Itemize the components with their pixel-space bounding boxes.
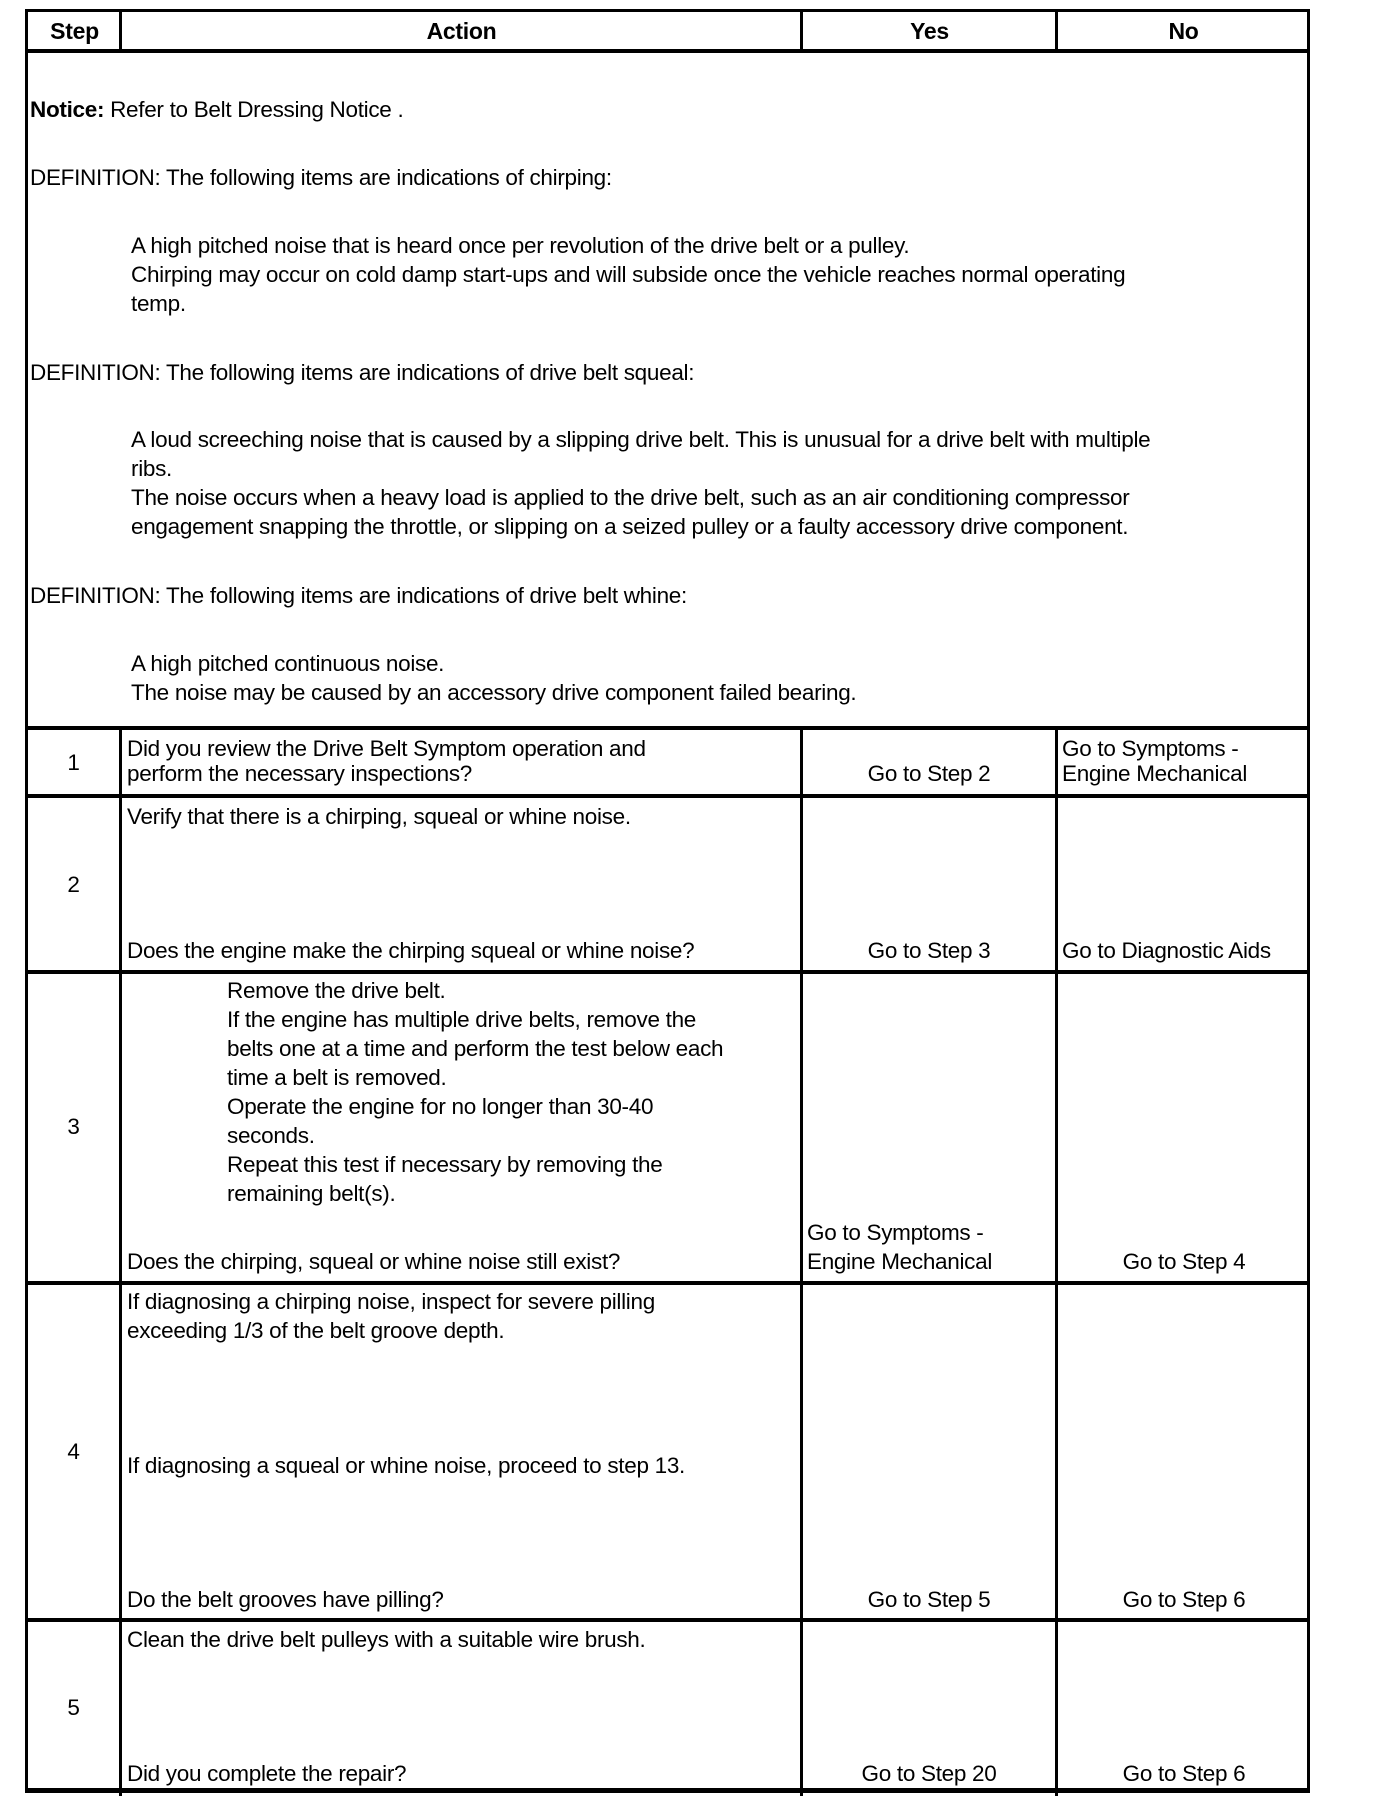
definition-item: The noise may be caused by an accessory drive component failed bearing. [131,680,857,705]
step-number: 4 [67,1439,80,1464]
notice [30,95,403,124]
divider [28,1618,1307,1622]
no-link[interactable]: Go to Symptoms - [1062,736,1239,761]
step-number: 3 [67,1114,80,1139]
action-text: If diagnosing a chirping noise, inspect for severe pilling [127,1289,655,1314]
action-text: If the engine has multiple drive belts, remove the [227,1007,697,1032]
header-action: Action [426,18,497,44]
action-text: Clean the drive belt pulleys with a suitable wire brush. [127,1627,646,1652]
header-step: Step [50,18,99,44]
yes-link[interactable]: Go to Step 5 [867,1587,991,1612]
no-link[interactable]: Engine Mechanical [1062,761,1248,786]
no-link[interactable]: Go to Step 6 [1122,1587,1246,1612]
divider [28,726,1307,730]
yes-link[interactable]: Go to Step 3 [867,938,991,963]
notice-text: Refer to Belt Dressing Notice . [104,97,404,122]
step-number: 1 [67,749,80,775]
action-question: Do the belt grooves have pilling? [127,1587,444,1612]
definition-item: ribs. [131,456,173,481]
action-question: Does the chirping, squeal or whine noise still exist? [127,1249,621,1274]
divider [119,12,122,52]
notice-label: Notice: [30,97,105,122]
definition-heading: DEFINITION: The following items are indications of drive belt squeal: [30,360,695,385]
yes-link[interactable]: Go to Step 2 [867,761,991,786]
no-link[interactable]: Go to Step 4 [1122,1249,1246,1274]
action-text: exceeding 1/3 of the belt groove depth. [127,1318,505,1343]
diagnostic-table [25,9,1310,1793]
definition-item: engagement snapping the throttle, or slipping on a seized pulley or a faulty accessory drive component. [131,514,1129,539]
action-question: Did you complete the repair? [127,1761,407,1786]
definition-item: The noise occurs when a heavy load is applied to the drive belt, such as an air conditioning compressor [131,485,1130,510]
action-text: Remove the drive belt. [227,978,446,1003]
action-text: seconds. [227,1123,315,1148]
divider [119,726,122,1796]
action-text: Repeat this test if necessary by removing the [227,1152,663,1177]
header-no: No [1168,18,1199,44]
divider [28,970,1307,974]
action-question: Does the engine make the chirping squeal or whine noise? [127,938,695,963]
step-number: 5 [67,1694,80,1720]
no-link[interactable]: Go to Step 6 [1122,1761,1246,1786]
definition-heading: DEFINITION: The following items are indications of drive belt whine: [30,583,687,608]
action-text: Verify that there is a chirping, squeal or whine noise. [127,804,631,829]
action-text: belts one at a time and perform the test below each [227,1036,724,1061]
action-text: time a belt is removed. [227,1065,447,1090]
divider [800,12,803,52]
divider [28,1281,1307,1285]
yes-link[interactable]: Go to Symptoms - [807,1220,984,1245]
divider [28,794,1307,798]
definition-item: Chirping may occur on cold damp start-ups and will subside once the vehicle reaches normal operating [131,262,1126,287]
yes-link[interactable]: Go to Step 20 [861,1761,997,1786]
definition-item: A loud screeching noise that is caused by a slipping drive belt. This is unusual for a drive belt with multiple [131,427,1151,452]
yes-link[interactable]: Engine Mechanical [807,1249,993,1274]
action-text: If diagnosing a squeal or whine noise, proceed to step 13. [127,1453,685,1478]
step-number: 2 [67,871,80,897]
definition-item: A high pitched noise that is heard once per revolution of the drive belt or a pulley. [131,233,910,258]
action-text: Did you review the Drive Belt Symptom operation and [127,736,646,761]
action-text: Operate the engine for no longer than 30-40 [227,1094,654,1119]
header-yes: Yes [910,18,949,44]
notice-section [28,53,1308,727]
definition-item: A high pitched continuous noise. [131,651,445,676]
no-link[interactable]: Go to Diagnostic Aids [1062,938,1271,963]
definition-heading: DEFINITION: The following items are indications of chirping: [30,165,612,190]
definition-item: temp. [131,291,186,316]
action-text: perform the necessary inspections? [127,761,472,786]
divider [800,726,803,1796]
divider [1055,12,1058,52]
action-text: remaining belt(s). [227,1181,396,1206]
